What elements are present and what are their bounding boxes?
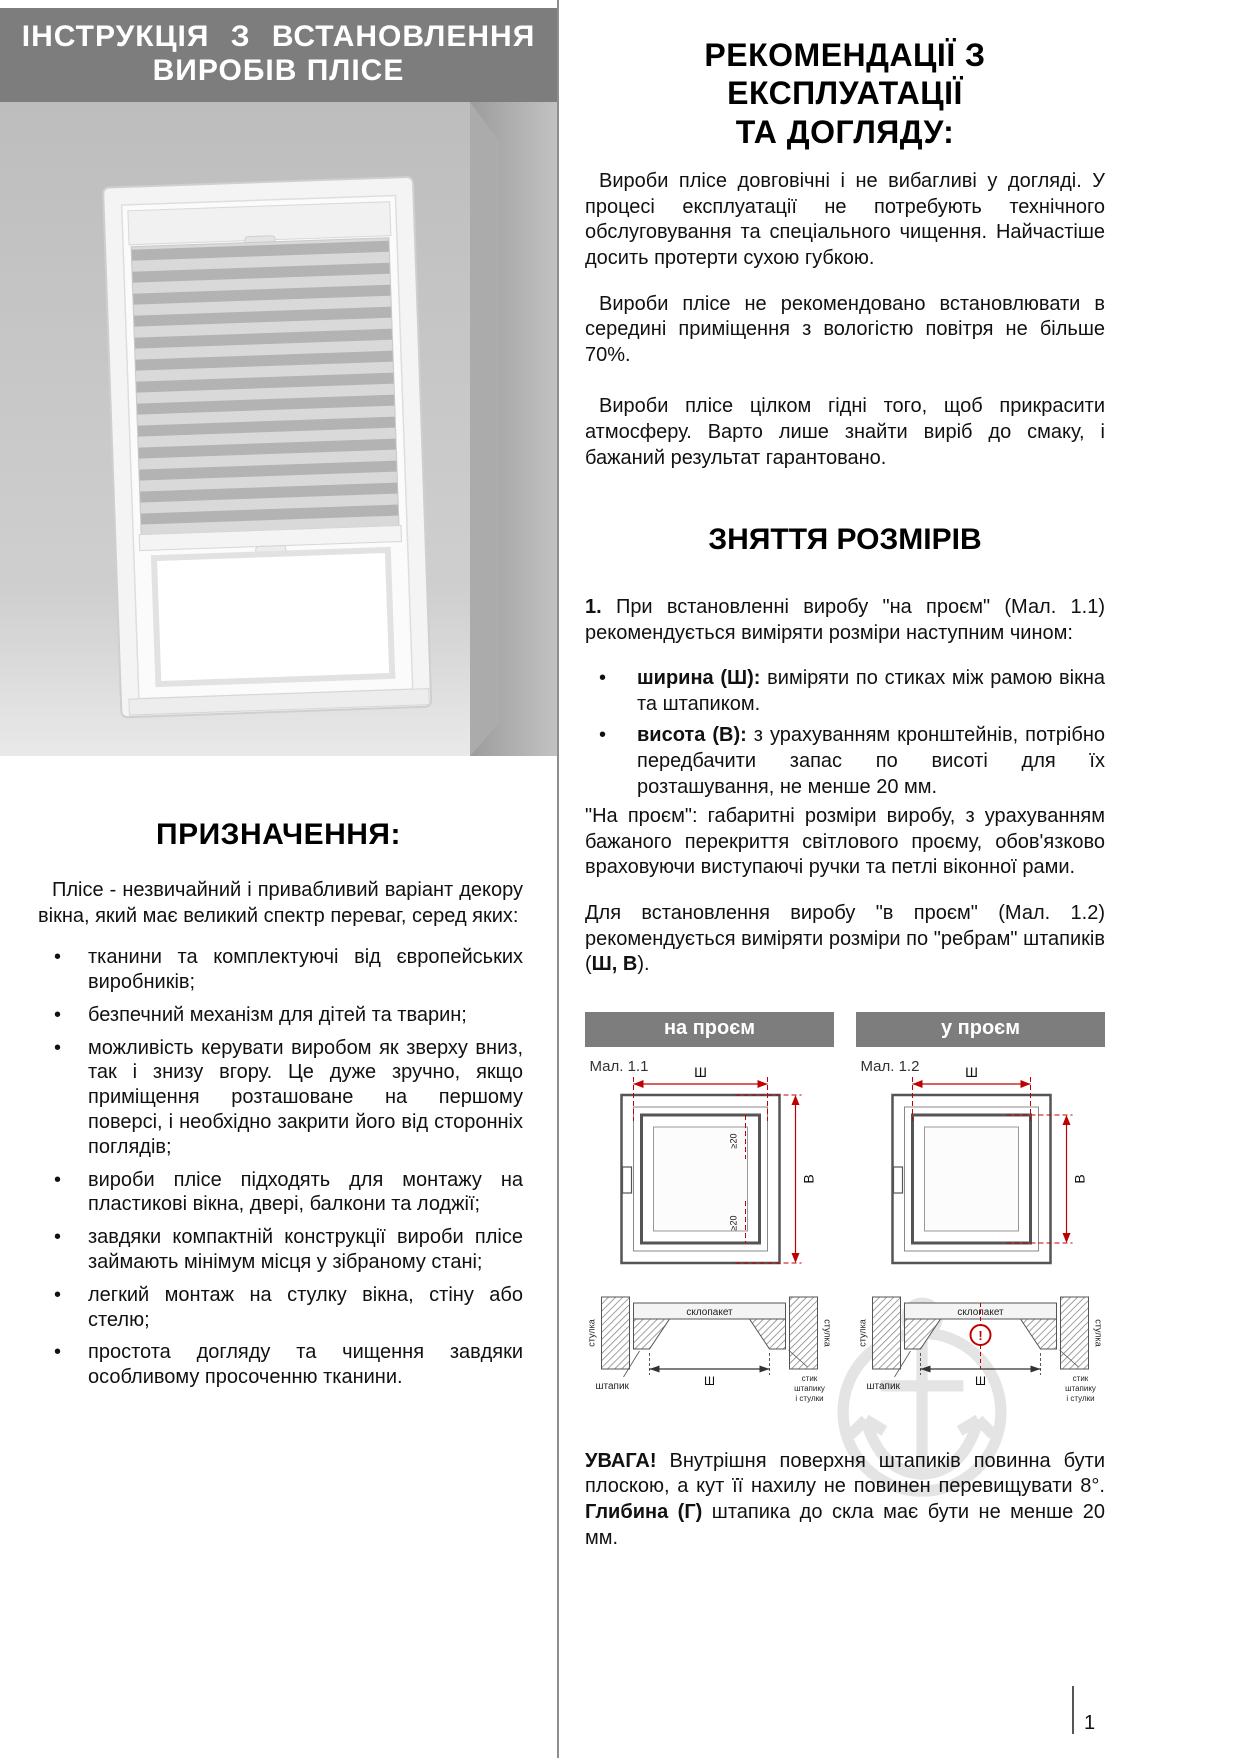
care-title-line1: РЕКОМЕНДАЦІЇ З ЕКСПЛУАТАЦІЇ <box>704 37 986 112</box>
list-item: • можливість керувати виробом як зверху вниз, так і знизу вгору. Це дуже зручно, якщо приміщення розташоване на першому поверсі, і необхідно закрити його від сторонніх поглядів; <box>38 1036 523 1160</box>
window-glass <box>154 550 392 684</box>
care-paragraph-3: Вироби плісе цілком гідні того, щоб прикрасити атмосферу. Варто лише знайти виріб до смаку, і бажаний результат гарантовано. <box>585 395 1105 469</box>
joint-label-1: стик <box>1072 1373 1089 1383</box>
height-term: висота (В): <box>637 724 747 747</box>
attention-text-2: штапика до скла має бути не менше 20 мм. <box>585 1501 1105 1549</box>
v-proyem-dims: Ш, В <box>591 953 638 976</box>
bead-label: штапик <box>595 1380 629 1392</box>
figure-label: Мал. 1.2 <box>860 1057 920 1075</box>
height-dim-label: В <box>800 1174 817 1184</box>
glazing-label: склопакет <box>686 1306 733 1318</box>
joint-label-3: і стулки <box>795 1393 824 1403</box>
list-item: • вироби плісе підходять для монтажу на пластикові вікна, двері, балкони та лоджії; <box>38 1168 523 1218</box>
joint-label-3: і стулки <box>1066 1393 1095 1403</box>
bead-label: штапик <box>866 1380 900 1392</box>
width-dim-label: Ш <box>694 1063 707 1080</box>
height-definition: з урахуванням кронштейнів, потрібно передбачити запас по висоті для їх розташування, не менше 20 мм. <box>637 724 1105 798</box>
measure-bullet-width <box>585 666 1105 717</box>
step-text: При встановленні виробу "на проєм" (Мал. 1.1) рекомендується виміряти розміри наступним чином: <box>585 596 1105 644</box>
list-item: • безпечний механізм для дітей та тварин; <box>38 1003 523 1028</box>
left-column <box>0 0 557 1398</box>
page-number-value: 1 <box>1084 1712 1096 1734</box>
na-proyem-paragraph: "На проєм": габаритні розміри виробу, з урахуванням бажаного перекриття світлового проєму, обов'язково враховуючи виступаючі ручки та петлі віконної рами. <box>585 805 1105 879</box>
page-number <box>1072 1686 1095 1734</box>
v-proyem-paragraph <box>585 901 1105 978</box>
sash-label-left: стулка <box>857 1319 868 1347</box>
attention-text-1: Внутрішня поверхня штапиків повинна бути плоскою, а кут її нахилу не повинен перевищувати 8°. <box>585 1449 1105 1498</box>
glazing-label: склопакет <box>957 1306 1004 1318</box>
attention-paragraph <box>585 1449 1105 1551</box>
window-handle <box>894 1167 903 1193</box>
window-handle <box>623 1167 632 1193</box>
panel-header: на проєм <box>585 1012 834 1047</box>
width-definition: виміряти по стиках між рамою вікна та штапиком. <box>637 667 1105 715</box>
height-dim-label: В <box>1071 1174 1088 1184</box>
banner-line2: ВИРОБІВ ПЛІСЕ <box>152 54 405 87</box>
joint-label-2: штапику <box>1065 1383 1096 1393</box>
column-divider <box>557 0 559 1758</box>
attention-word: УВАГА! <box>585 1449 657 1472</box>
care-title <box>585 36 1105 151</box>
diagram-panel-na-proyem <box>585 1012 834 1419</box>
warning-exclamation: ! <box>978 1327 983 1343</box>
depth-term: Глибина (Г) <box>585 1501 703 1524</box>
measuring-diagrams <box>585 1012 1105 1419</box>
width-dim-label: Ш <box>965 1063 978 1080</box>
purpose-intro: Плісе - незвичайний і привабливий варіант декору вікна, який має великий спектр переваг, серед яких: <box>38 879 523 927</box>
sash-label-right: стулка <box>1093 1319 1104 1347</box>
window-frame <box>103 177 431 717</box>
care-paragraph-1: Вироби плісе довговічні і не вибагливі у догляді. У процесі експлуатації не потребують технічного обслуговування та спеціального чищення. Найчастіше досить протерти сухою губкою. <box>585 170 1105 269</box>
section-width-label: Ш <box>704 1373 715 1388</box>
min20-label-top: ≥20 <box>728 1133 739 1149</box>
list-item: • легкий монтаж на стулку вікна, стіну або стелю; <box>38 1283 523 1333</box>
width-term: ширина (Ш): <box>637 667 761 690</box>
window-blind-illustration <box>0 102 557 756</box>
measure-title: ЗНЯТТЯ РОЗМІРІВ <box>708 523 982 557</box>
left-header-banner <box>0 8 557 102</box>
purpose-title: ПРИЗНАЧЕННЯ: <box>156 818 401 851</box>
figure-label: Мал. 1.1 <box>589 1057 649 1075</box>
v-proyem-close: ). <box>637 953 650 976</box>
list-item: • простота догляду та чищення завдяки особливому просоченню тканини. <box>38 1340 523 1390</box>
diagram-figure-1-1 <box>585 1051 834 1419</box>
diagram-panel-u-proyem <box>856 1012 1105 1419</box>
v-proyem-text: Для встановлення виробу "в проєм" (Мал. 1.2) рекомендується виміряти розміри по "ребрам" штапиків ( <box>585 902 1105 976</box>
banner-line1: ІНСТРУКЦІЯ З ВСТАНОВЛЕННЯ <box>21 20 536 53</box>
step-number: 1. <box>585 596 602 619</box>
right-column <box>585 0 1105 1571</box>
care-title-line2: ТА ДОГЛЯДУ: <box>735 113 955 150</box>
joint-label-2: штапику <box>794 1383 825 1393</box>
section-width-label: Ш <box>975 1373 986 1388</box>
list-item: • тканини та комплектуючі від європейських виробників; <box>38 945 523 995</box>
purpose-bullet-list <box>38 945 523 1390</box>
sash-label-left: стулка <box>586 1319 597 1347</box>
sash-label-right: стулка <box>822 1319 833 1347</box>
min20-label-bottom: ≥20 <box>728 1215 739 1231</box>
panel-header: у проєм <box>856 1012 1105 1047</box>
measure-step-1 <box>585 595 1105 646</box>
care-paragraph-2: Вироби плісе не рекомендовано встановлювати в середині приміщення з вологістю повітря не більше 70%. <box>585 292 1105 366</box>
pleated-blind <box>131 238 399 537</box>
joint-label-1: стик <box>801 1373 818 1383</box>
page-number-line <box>1072 1686 1074 1734</box>
diagram-figure-1-2 <box>856 1051 1105 1419</box>
measure-bullet-height <box>585 723 1105 800</box>
list-item: • завдяки компактній конструкції вироби плісе займають мінімум місця у зібраному стані; <box>38 1225 523 1275</box>
